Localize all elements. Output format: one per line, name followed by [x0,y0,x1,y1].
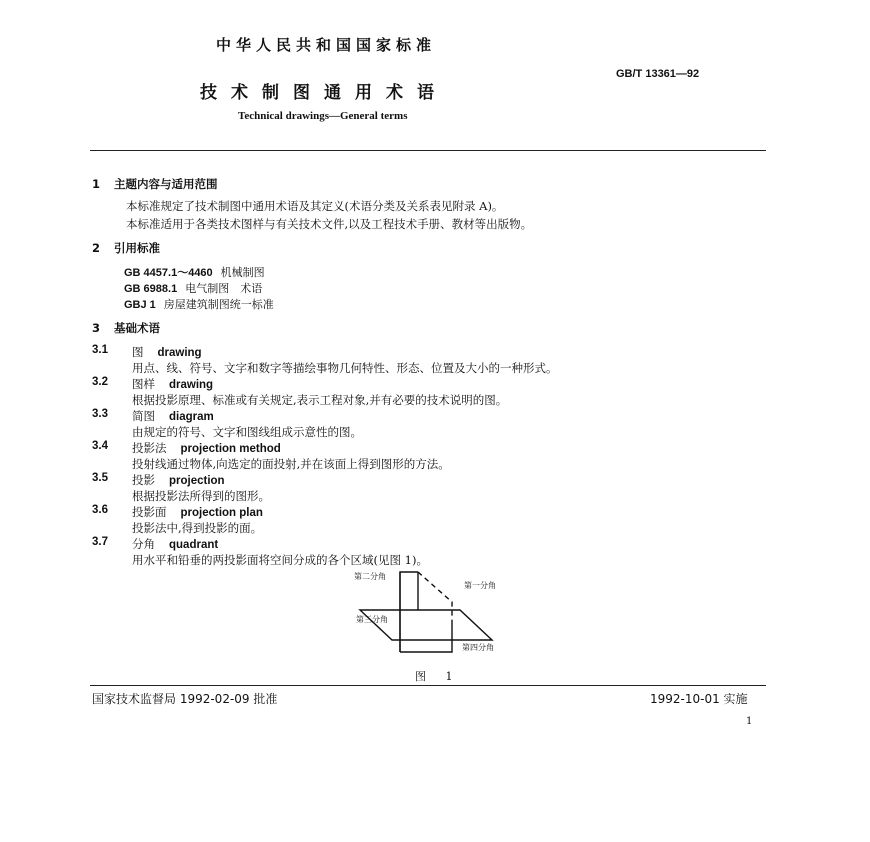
term-number: 3.2 [92,376,108,388]
section-1-heading [92,176,218,192]
quadrant-figure [340,566,540,666]
reference-item [124,264,265,280]
term-english: diagram [169,411,214,423]
term-definition: 投射线通过物体,向选定的面投射,并在该面上得到图形的方法。 [132,457,450,471]
effective-date: 1992-10-01 实施 [650,692,748,706]
reference-code: GBJ 1 [124,299,156,311]
section-title: 基础术语 [114,321,160,335]
term-definition: 由规定的符号、文字和图线组成示意性的图。 [132,425,362,439]
reference-title: 机械制图 [220,266,265,279]
footer-divider [90,685,766,686]
issuing-authority: 中华人民共和国国家标准 [216,36,437,54]
term-definition: 用水平和铅垂的两投影面将空间分成的各个区域(见图 1)。 [132,553,428,567]
term-definition: 根据投影原理、标准或有关规定,表示工程对象,并有必要的技术说明的图。 [132,393,508,407]
label-fourth-quadrant: 第四分角 [462,643,494,652]
section-number: 2 [92,241,101,255]
term-chinese: 投影面 [132,505,167,519]
term-definition: 根据投影法所得到的图形。 [132,489,270,503]
standard-title-english: Technical drawings—General terms [238,110,408,122]
term-entry [92,440,392,456]
header-divider [90,150,766,151]
term-english: projection method [180,443,281,455]
term-english: projection plan [180,507,263,519]
section-number: 3 [92,321,101,335]
term-chinese: 图样 [132,377,155,391]
term-number: 3.1 [92,344,108,356]
reference-title: 房屋建筑制图统一标准 [163,298,274,311]
page-number: 1 [746,716,753,727]
term-chinese: 简图 [132,409,155,423]
term-number: 3.3 [92,408,108,420]
section-3-heading [92,320,160,336]
term-number: 3.4 [92,440,108,452]
term-entry [92,408,392,424]
standard-title-chinese: 技术制图通用术语 [200,83,448,103]
figure-caption: 图 1 [415,670,461,683]
term-number: 3.5 [92,472,108,484]
term-entry [92,472,392,488]
term-chinese: 投影 [132,473,155,487]
reference-item [124,296,274,312]
reference-code: GB 6988.1 [124,283,178,295]
term-entry [92,376,392,392]
term-chinese: 分角 [132,537,155,551]
scope-paragraph: 本标准适用于各类技术图样与有关技术文件,以及工程技术手册、教材等出版物。 [126,217,533,231]
reference-title: 电气制图 术语 [185,282,263,295]
term-english: projection [169,475,225,487]
term-english: drawing [157,347,202,359]
term-entry [92,504,392,520]
vertical-plane-hidden-edge [418,572,452,620]
term-definition: 投影法中,得到投影的面。 [132,521,263,535]
scope-paragraph: 本标准规定了技术制图中通用术语及其定义(术语分类及关系表见附录 A)。 [126,199,504,213]
vertical-plane-edge [400,620,452,652]
term-definition: 用点、线、符号、文字和数字等描绘事物几何特性、形态、位置及大小的一种形式。 [132,361,558,375]
section-title: 引用标准 [114,241,160,255]
reference-item [124,280,262,296]
label-third-quadrant: 第三分角 [356,615,388,624]
section-number: 1 [92,177,101,191]
term-number: 3.7 [92,536,108,548]
term-chinese: 投影法 [132,441,167,455]
standard-number: GB/T 13361—92 [616,68,700,80]
section-title: 主题内容与适用范围 [114,177,218,191]
reference-code: GB 4457.1～4460 [124,267,213,279]
label-second-quadrant: 第二分角 [354,572,386,581]
label-first-quadrant: 第一分角 [464,581,496,590]
term-english: drawing [169,379,214,391]
section-2-heading [92,240,160,256]
term-number: 3.6 [92,504,108,516]
term-entry [92,536,392,552]
term-entry [92,344,392,360]
term-english: quadrant [169,539,219,551]
term-chinese: 图 [132,345,144,359]
approval-date: 国家技术监督局 1992-02-09 批准 [92,692,278,706]
